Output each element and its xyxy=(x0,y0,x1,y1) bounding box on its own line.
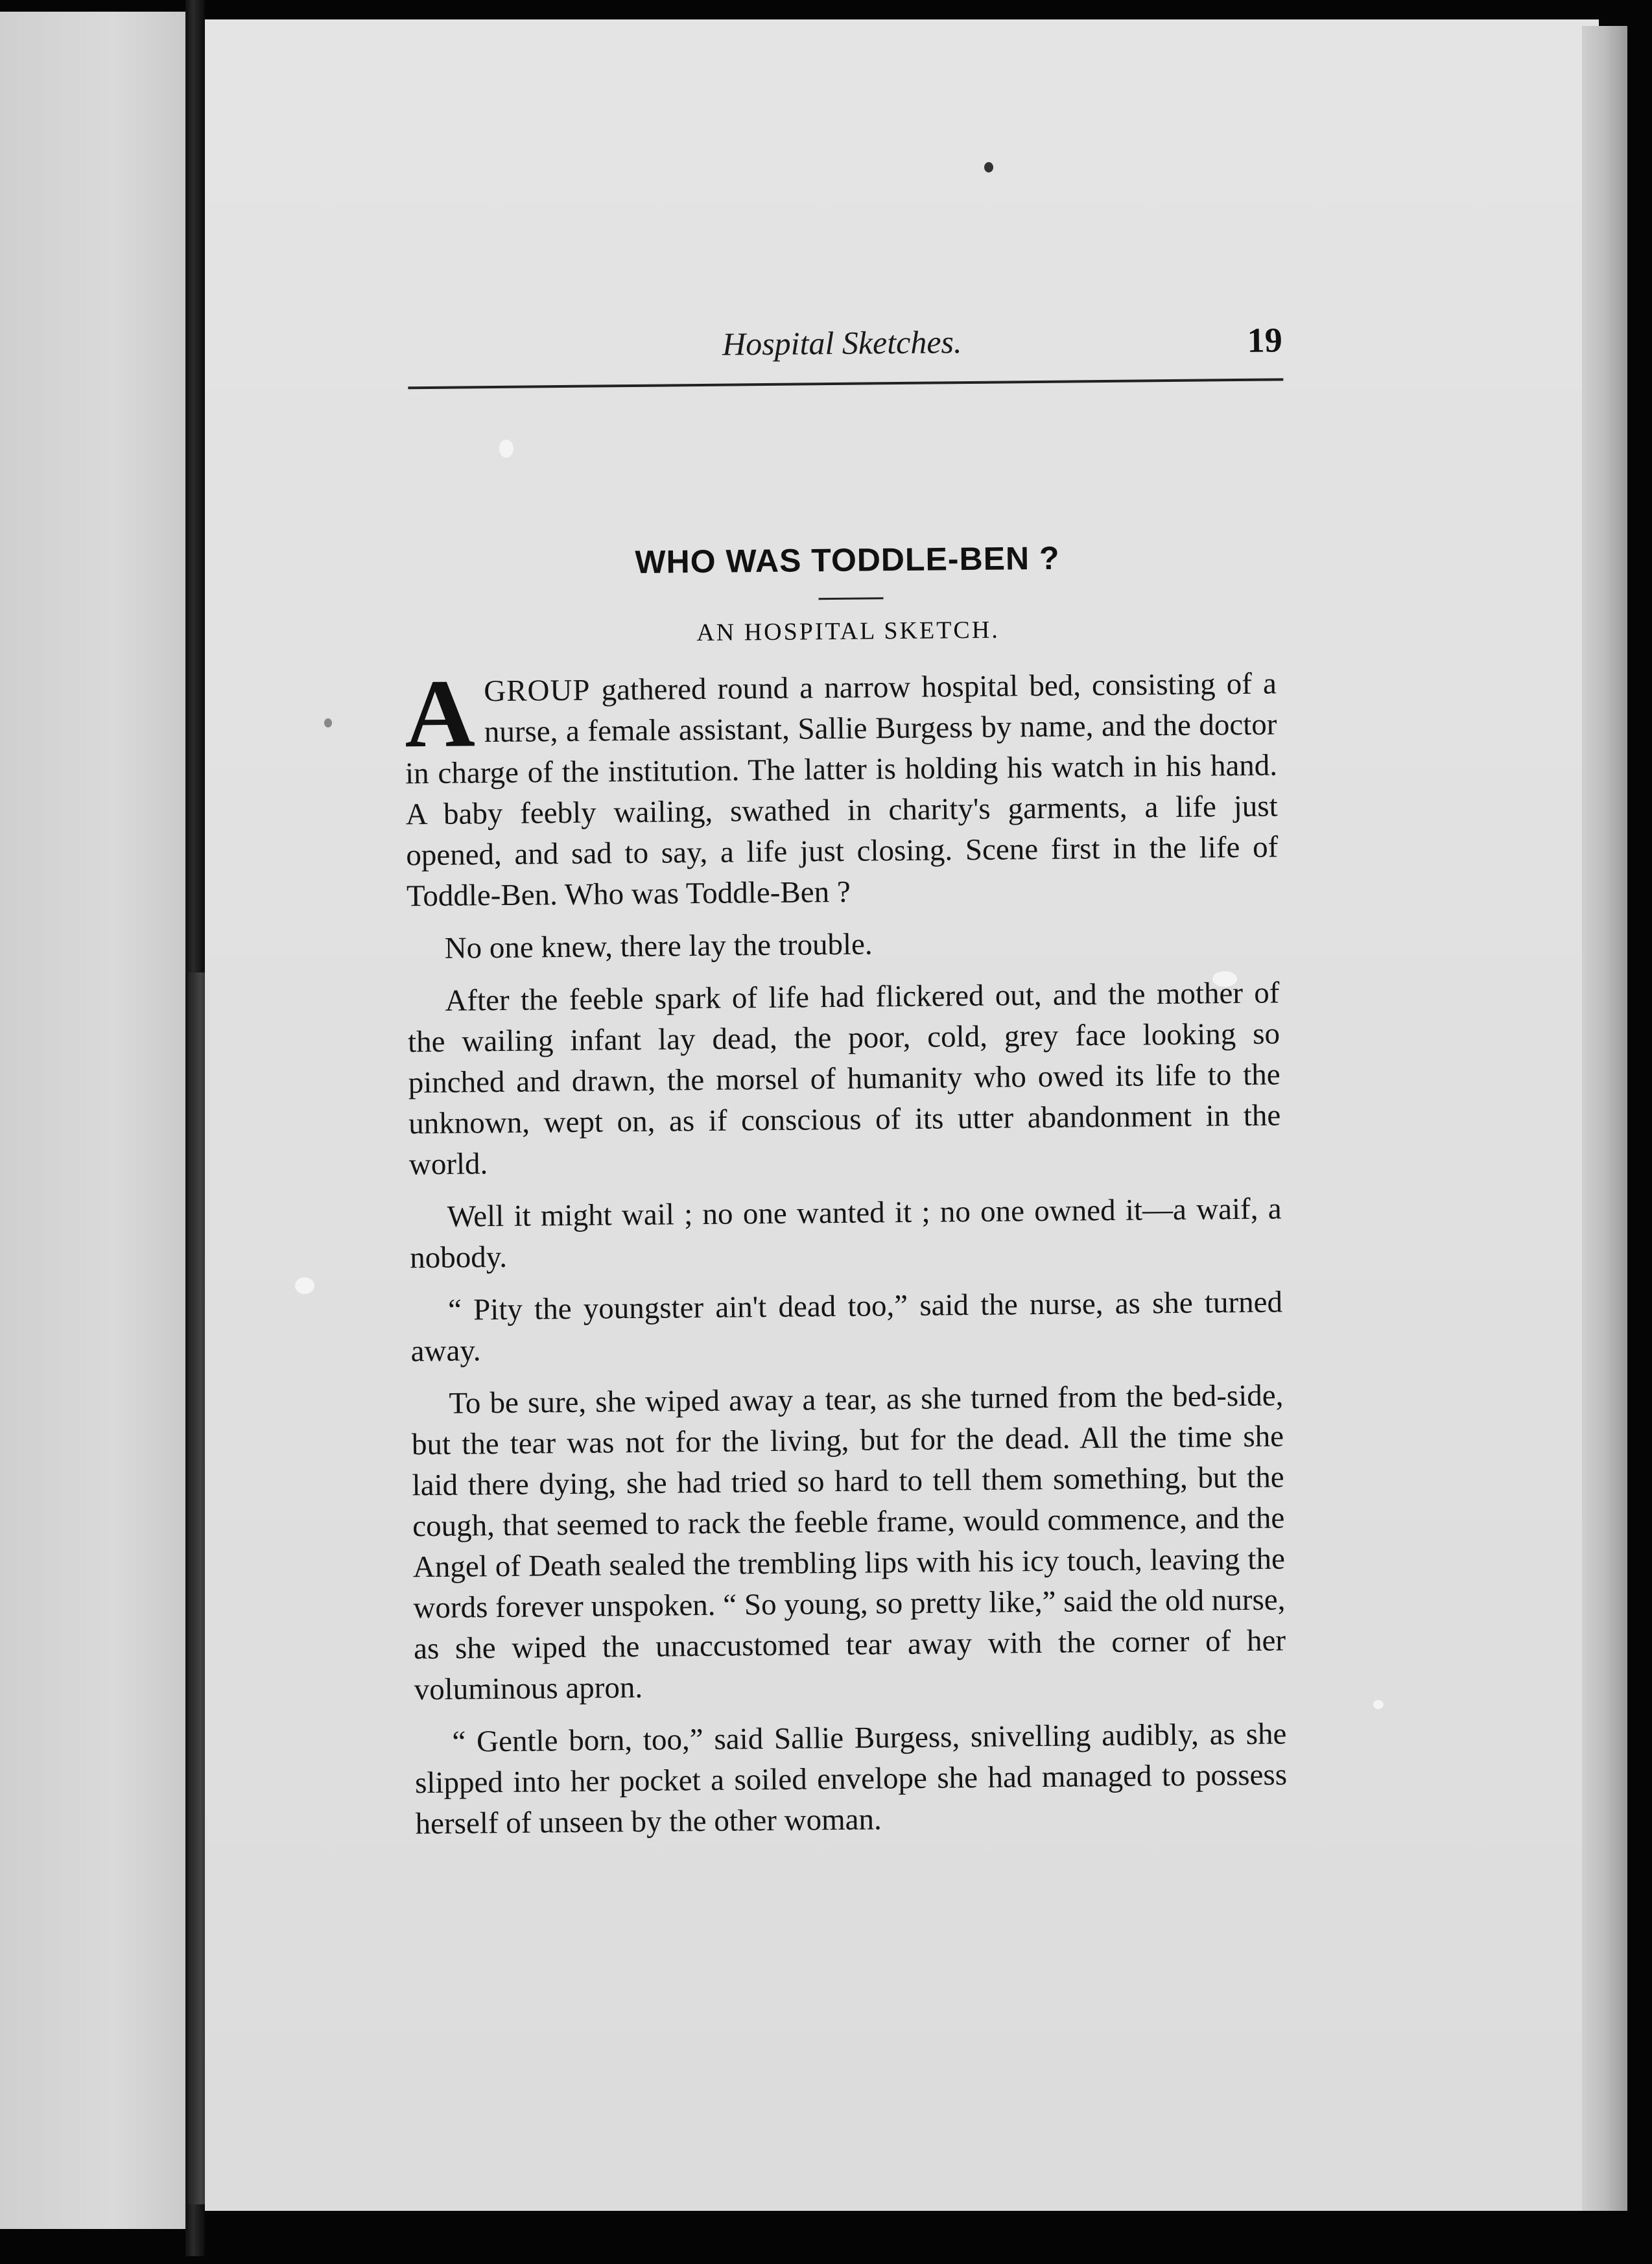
running-head: Hospital Sketches. xyxy=(722,324,962,362)
paragraph-4: Well it might wail ; no one wanted it ; no one owned it—a waif, a nobody. xyxy=(410,1192,1282,1275)
chapter-title: WHO WAS TODDLE-BEN ? xyxy=(635,539,1060,580)
paragraph-3: After the feeble spark of life had flickered out, and the mother of the wailing infant lay dead, the poor, cold, grey face looking so pinched and drawn, the morsel of humanity who owed its life to the unknown, wept on, as if conscious of its utter abandonment in the world. xyxy=(407,976,1281,1182)
drop-cap: A xyxy=(404,659,476,768)
title-rule xyxy=(819,597,884,600)
paragraph-6: To be sure, she wiped away a tear, as she turned from the bed-side, but the tear was not for the living, but for the dead. All the time she laid there dying, she had tried so hard to tell them something, but the cough, that seemed to rack the feeble frame, would commence, and the Angel of Death sealed the trembling lips with his icy touch, leaving the words forever unspoken. “ So young, so pretty like,” said the old nurse, as she wiped the unaccustomed tear away with the corner of her voluminous apron. xyxy=(411,1378,1286,1707)
paragraph-2: No one knew, there lay the trouble. xyxy=(444,927,873,965)
body-text xyxy=(404,659,1288,1856)
chapter-subtitle: AN HOSPITAL SKETCH. xyxy=(696,616,1000,647)
lead-word: GROUP xyxy=(483,673,591,709)
header-rule xyxy=(408,378,1283,389)
paragraph-1 xyxy=(404,659,1279,917)
paragraph-7: “ Gentle born, too,” said Sallie Burgess, snivelling audibly, as she slipped into her pocket a soiled envelope she had managed to possess herself of unseen by the other woman. xyxy=(414,1717,1288,1841)
paragraph-5: “ Pity the youngster ain't dead too,” said the nurse, as she turned away. xyxy=(410,1285,1283,1369)
paragraph-text: gathered round a narrow hospital bed, consisting of a nurse, a female assistant, Sallie Burgess by name, and the doctor in charge of the institution. The latter is holding his watch in his hand. A baby feebly wailing, swathed in charity's garments, a life just opened, and sad to say, a life just closing. Scene first in the life of Toddle-Ben. Who was Toddle-Ben ? xyxy=(405,666,1279,914)
page-number: 19 xyxy=(1247,320,1283,360)
